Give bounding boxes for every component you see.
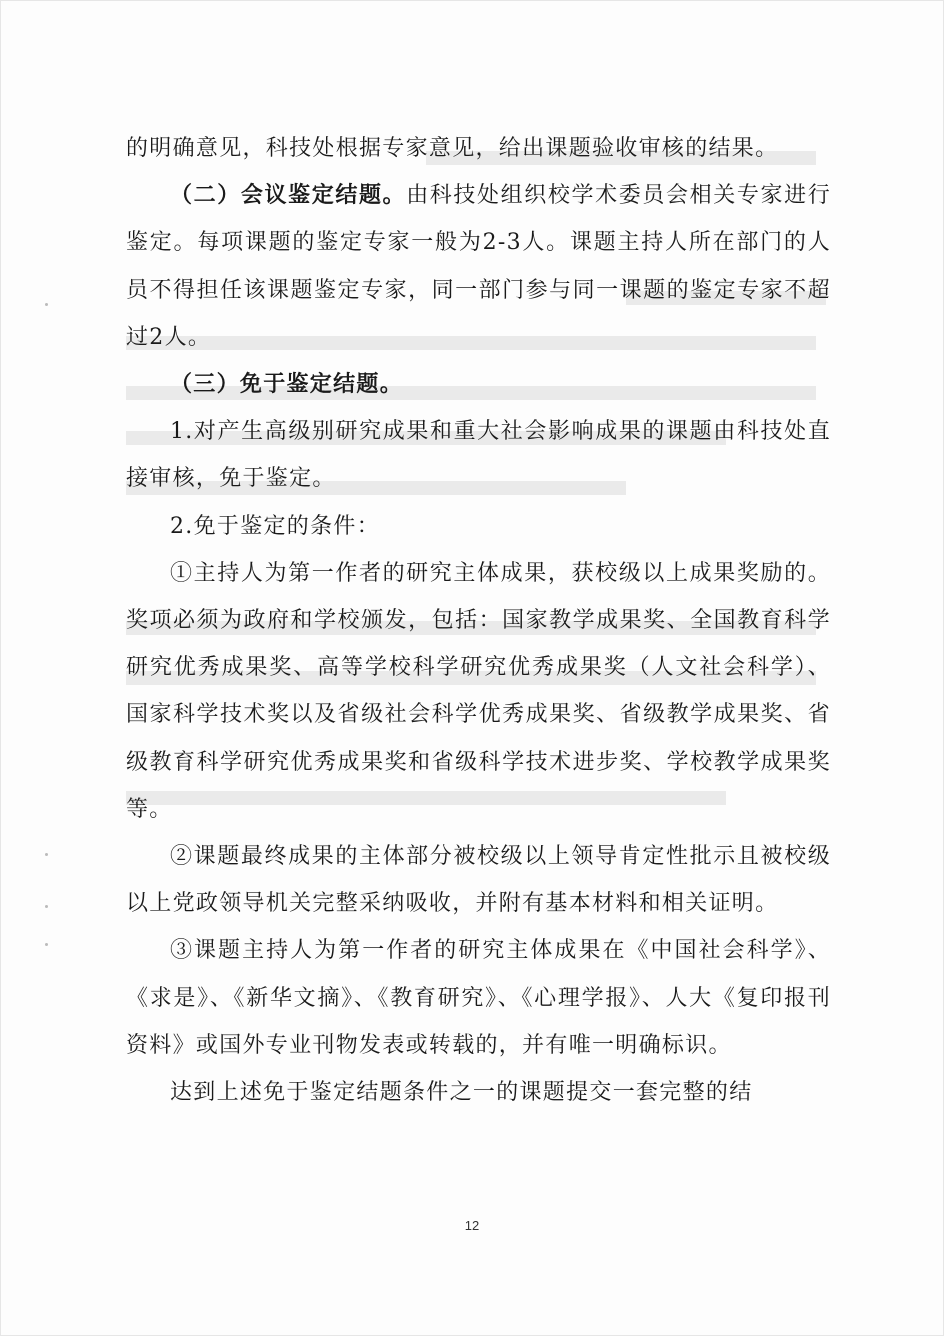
scan-mark <box>45 905 48 908</box>
paragraph-closing: 达到上述免于鉴定结题条件之一的课题提交一套完整的结 <box>170 1080 753 1106</box>
paragraph-condition-2: ②课题最终成果的主体部分被校级以上领导肯定性批示且被校级以上党政领导机关完整采纳吸收，并附有基本材料和相关证明。 <box>126 844 831 917</box>
section-2-text: 由科技处组织校学术委员会相关专家进行鉴定。每项课题的鉴定专家一般为2-3人。课题主持人所在部门的人员不得担任该课题鉴定专家，同一部门参与同一课题的鉴定专家不超过2人。 <box>126 183 831 350</box>
paragraph-condition-3: ③课题主持人为第一作者的研究主体成果在《中国社会科学》、《求是》、《新华文摘》、《教育研究》、《心理学报》、人大《复印报刊资料》或国外专业刊物发表或转载的，并有唯一明确标识。 <box>126 938 831 1058</box>
page-number: 12 <box>464 1218 480 1233</box>
paragraph-item-2: 2.免于鉴定的条件： <box>170 513 380 539</box>
paragraph-condition-1: ①主持人为第一作者的研究主体成果，获校级以上成果奖励的。奖项必须为政府和学校颁发，包括：国家教学成果奖、全国教育科学研究优秀成果奖、高等学校科学研究优秀成果奖（人文社会科学）、国家科学技术奖以及省级社会科学优秀成果奖、省级教学成果奖、省级教育科学研究优秀成果奖和省级科学技术进步奖、学校教学成果奖等。 <box>126 560 831 822</box>
scan-mark <box>45 853 48 856</box>
body-text <box>126 125 831 1116</box>
section-3-heading: （三）免于鉴定结题。 <box>170 371 404 398</box>
section-2-heading: （二）会议鉴定结题。 <box>170 182 407 209</box>
paragraph-item-1: 1.对产生高级别研究成果和重大社会影响成果的课题由科技处直接审核，免于鉴定。 <box>126 419 831 492</box>
scan-mark <box>45 943 48 946</box>
scan-mark <box>45 303 48 306</box>
paragraph-continuation: 的明确意见，科技处根据专家意见，给出课题验收审核的结果。 <box>126 136 779 161</box>
paragraph-section-2 <box>126 172 831 361</box>
